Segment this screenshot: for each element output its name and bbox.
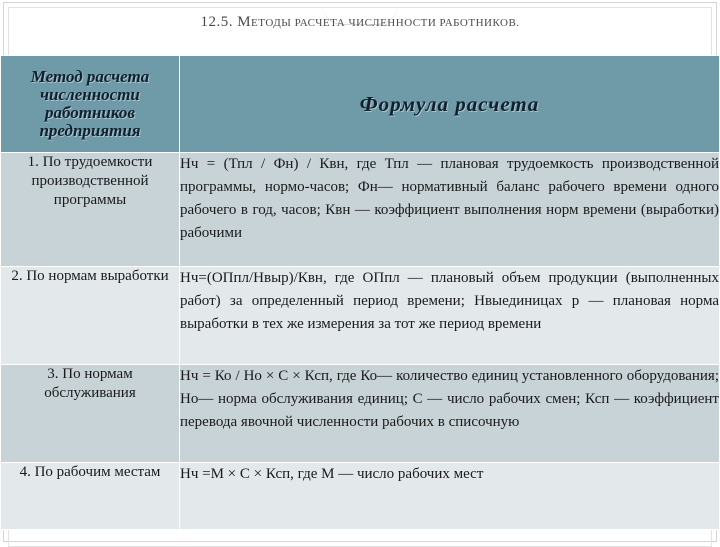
method-cell: 3. По нормам обслуживания — [1, 365, 180, 463]
table-row — [1, 463, 720, 530]
table-row — [1, 365, 720, 463]
header-method: Метод расчета численности работников предприятия — [1, 56, 180, 153]
header-formula: Формула расчета — [180, 56, 720, 153]
slide-title-number: 12.5. — [200, 14, 233, 30]
formula-cell: Нч = Ко / Но × С × Ксп, где Ко— количество единиц установленного оборудования; Но— норма обслуживания единиц; С — число рабочих смен; Ксп — коэффициент перевода явочной численности рабочих в списочную — [180, 365, 720, 463]
formula-cell: Нч =М × С × Ксп, где М — число рабочих мест — [180, 463, 720, 530]
table-row — [1, 267, 720, 365]
methods-table — [0, 55, 720, 530]
table-header-row — [1, 56, 720, 153]
formula-cell: Нч = (Тпл / Фн) / Квн, где Тпл — плановая трудоемкость производственной программы, нормо-часов; Фн— нормативный баланс рабочего времени одного рабочего в год, часов; Квн — коэффициент выполнения норм времени (выработки) рабочими — [180, 153, 720, 267]
method-cell: 4. По рабочим местам — [1, 463, 180, 530]
slide-title — [0, 14, 720, 31]
slide-title-rest: ЕТОДЫ РАСЧЕТА ЧИСЛЕННОСТИ РАБОТНИКОВ. — [251, 17, 520, 29]
formula-cell: Нч=(ОПпл/Нвыр)/Квн, где ОПпл — плановый объем продукции (выполненных работ) за определенный период времени; Нвыединицах р — плановая норма выработки в тех же измерения за тот же период времени — [180, 267, 720, 365]
slide-title-first-letter: М — [237, 14, 252, 30]
table-row — [1, 153, 720, 267]
method-cell: 1. По трудоемкости производственной программы — [1, 153, 180, 267]
method-cell: 2. По нормам выработки — [1, 267, 180, 365]
